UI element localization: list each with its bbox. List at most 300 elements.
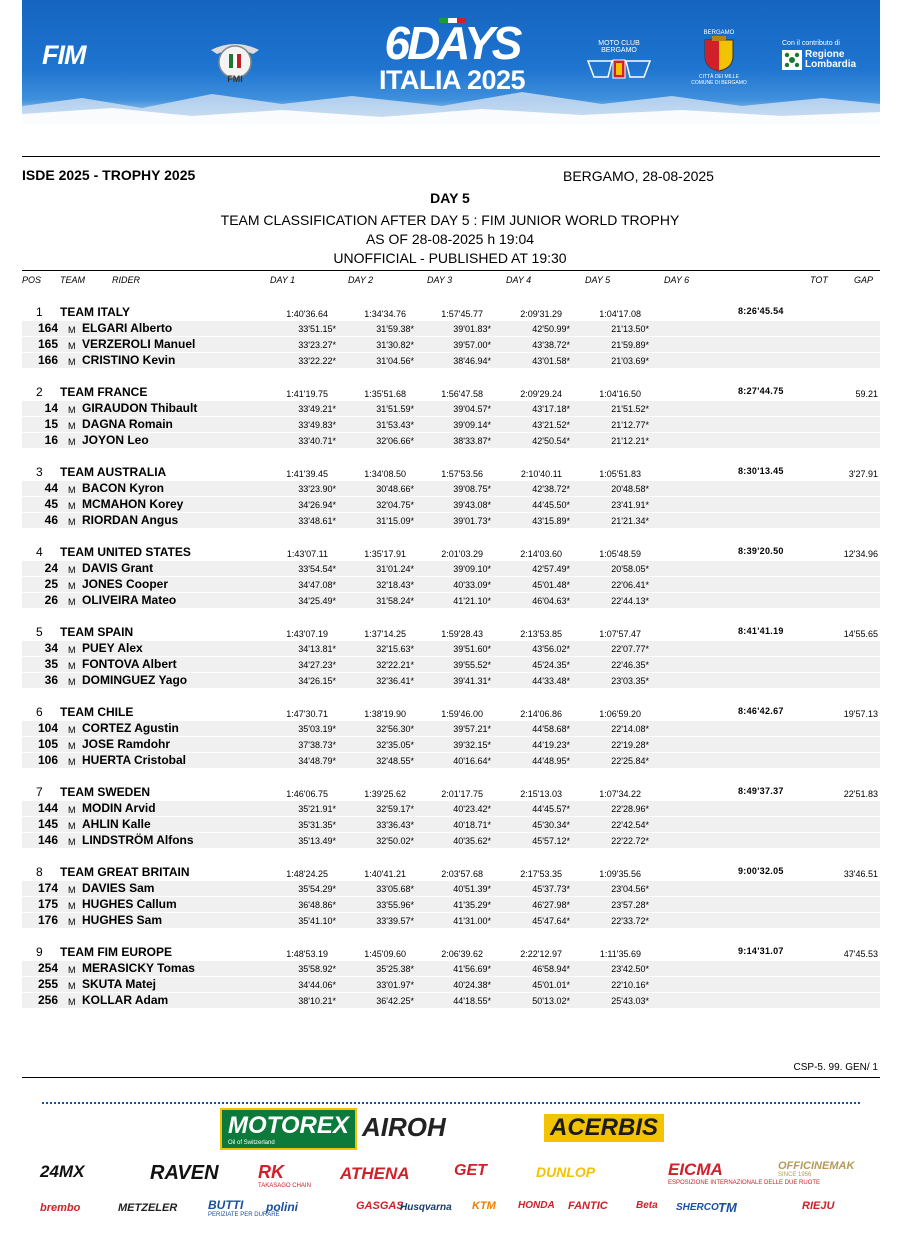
- rider-day-time: 33'22.22*: [298, 356, 336, 366]
- col-pos: POS: [22, 275, 42, 285]
- rider-day-time: 32'22.21*: [376, 660, 414, 670]
- team-day-time: 1:41'19.75: [286, 389, 328, 399]
- rider-name: FONTOVA Albert: [82, 657, 177, 671]
- team-day-time: 2:14'03.60: [520, 549, 562, 559]
- rider-row: [22, 641, 880, 656]
- rider-gender: M: [68, 885, 76, 895]
- rider-day-time: 43'01.58*: [532, 356, 570, 366]
- rider-row: [22, 737, 880, 752]
- rider-number: 166: [37, 353, 58, 367]
- team-gap: 59.21: [855, 389, 878, 399]
- rider-day-time: 20'48.58*: [611, 484, 649, 494]
- rider-row: [22, 417, 880, 432]
- fmi-logo: [207, 32, 263, 88]
- rider-day-time: 23'04.56*: [611, 884, 649, 894]
- rider-name: HUGHES Sam: [82, 913, 163, 927]
- rider-day-time: 45'01.48*: [532, 580, 570, 590]
- rider-day-time: 33'01.97*: [376, 980, 414, 990]
- rider-row: [22, 481, 880, 496]
- sponsor-logo: [362, 1112, 446, 1143]
- team-total: 9:14'31.07: [738, 946, 784, 956]
- sponsor-logo: [676, 1202, 719, 1213]
- rider-day-time: 21'12.77*: [611, 420, 649, 430]
- sponsor-name: FANTIC: [568, 1200, 608, 1212]
- sponsor-logo: [150, 1162, 219, 1185]
- rider-day-time: 34'26.15*: [298, 676, 336, 686]
- rider-name: MODIN Arvid: [82, 801, 156, 815]
- rider-name: OLIVEIRA Mateo: [82, 593, 177, 607]
- rider-day-time: 21'21.34*: [611, 516, 649, 526]
- results-table: [22, 305, 880, 1025]
- team-row: [22, 785, 880, 800]
- sponsor-name: HONDA: [518, 1200, 555, 1211]
- rider-day-time: 33'48.61*: [298, 516, 336, 526]
- rider-number: 174: [37, 881, 58, 895]
- rider-day-time: 45'24.35*: [532, 660, 570, 670]
- rider-gender: M: [68, 901, 76, 911]
- rider-row: [22, 577, 880, 592]
- rider-day-time: 39'01.73*: [453, 516, 491, 526]
- rider-row: [22, 961, 880, 976]
- rider-day-time: 45'30.34*: [532, 820, 570, 830]
- team-day-time: 1:09'35.56: [599, 869, 641, 879]
- rider-day-time: 22'10.16*: [611, 980, 649, 990]
- six-days-title: 6DAYS: [384, 17, 520, 69]
- rider-day-time: 38'46.94*: [453, 356, 491, 366]
- team-day-time: 1:06'59.20: [599, 709, 641, 719]
- rider-number: 34: [44, 641, 58, 655]
- rider-gender: M: [68, 581, 76, 591]
- sponsor-tagline: SINCE 1956: [778, 1172, 812, 1178]
- rider-day-time: 43'21.52*: [532, 420, 570, 430]
- team-day-time: 1:47'30.71: [286, 709, 328, 719]
- team-row: [22, 625, 880, 640]
- rider-day-time: 44'45.57*: [532, 804, 570, 814]
- rider-gender: M: [68, 725, 76, 735]
- rider-day-time: 22'06.41*: [611, 580, 649, 590]
- rider-number: 16: [44, 433, 58, 447]
- team-day-time: 2:14'06.86: [520, 709, 562, 719]
- team-day-time: 1:07'57.47: [599, 629, 641, 639]
- team-day-time: 1:05'48.59: [599, 549, 641, 559]
- rider-day-time: 40'23.42*: [453, 804, 491, 814]
- rider-day-time: 40'35.62*: [453, 836, 491, 846]
- team-day-time: 2:09'31.29: [520, 309, 562, 319]
- rider-row: [22, 321, 880, 336]
- sponsor-name: brembo: [40, 1202, 81, 1214]
- rider-gender: M: [68, 421, 76, 431]
- rider-day-time: 39'51.60*: [453, 644, 491, 654]
- sponsor-name: KTM: [472, 1200, 496, 1212]
- rider-gender: M: [68, 981, 76, 991]
- rider-day-time: 22'42.54*: [611, 820, 649, 830]
- rider-number: 165: [37, 337, 58, 351]
- team-block: [22, 705, 880, 785]
- rider-gender: M: [68, 437, 76, 447]
- rider-day-time: 22'22.72*: [611, 836, 649, 846]
- sponsor-logo: [544, 1114, 664, 1142]
- team-gap: 12'34.96: [843, 549, 878, 559]
- team-block: [22, 385, 880, 465]
- header-banner: [22, 0, 880, 124]
- fim-logo: FIM: [42, 40, 86, 70]
- rider-name: ELGARI Alberto: [82, 321, 173, 335]
- rider-day-time: 44'58.68*: [532, 724, 570, 734]
- rider-name: BACON Kyron: [82, 481, 165, 495]
- team-day-time: 2:13'53.85: [520, 629, 562, 639]
- col-tot: TOT: [810, 275, 828, 285]
- rider-day-time: 35'31.35*: [298, 820, 336, 830]
- sponsor-name: OFFICINEMAK: [778, 1160, 855, 1172]
- rider-name: CORTEZ Agustin: [82, 721, 179, 735]
- rider-day-time: 22'28.96*: [611, 804, 649, 814]
- rider-day-time: 35'03.19*: [298, 724, 336, 734]
- team-day-time: 1:41'39.45: [286, 469, 328, 479]
- rider-name: KOLLAR Adam: [82, 993, 169, 1007]
- rider-gender: M: [68, 837, 76, 847]
- team-row: [22, 465, 880, 480]
- team-total: 8:30'13.45: [738, 466, 784, 476]
- six-days-logo: [352, 18, 552, 94]
- rider-name: HUGHES Callum: [82, 897, 177, 911]
- rider-name: GIRAUDON Thibault: [82, 401, 198, 415]
- rider-day-time: 21'51.52*: [611, 404, 649, 414]
- rider-day-time: 44'19.23*: [532, 740, 570, 750]
- rider-day-time: 39'57.21*: [453, 724, 491, 734]
- rider-day-time: 32'15.63*: [376, 644, 414, 654]
- sponsor-name: 24MX: [40, 1162, 85, 1181]
- team-day-time: 1:37'14.25: [364, 629, 406, 639]
- rider-day-time: 31'59.38*: [376, 324, 414, 334]
- rider-day-time: 39'43.08*: [453, 500, 491, 510]
- rider-gender: M: [68, 565, 76, 575]
- lombardia-line1: Regione: [805, 49, 845, 60]
- team-day-time: 1:56'47.58: [441, 389, 483, 399]
- rider-day-time: 38'33.87*: [453, 436, 491, 446]
- team-day-time: 1:48'24.25: [286, 869, 328, 879]
- team-name: TEAM SPAIN: [60, 625, 134, 639]
- rider-day-time: 31'51.59*: [376, 404, 414, 414]
- team-total: 8:26'45.54: [738, 306, 784, 316]
- col-day3: DAY 3: [427, 275, 453, 285]
- team-row: [22, 305, 880, 320]
- team-position: 4: [36, 545, 43, 559]
- team-day-time: 1:34'08.50: [364, 469, 406, 479]
- team-day-time: 2:22'12.97: [520, 949, 562, 959]
- sponsor-logo: [40, 1202, 80, 1214]
- rider-day-time: 45'47.64*: [532, 916, 570, 926]
- rider-day-time: 40'16.64*: [453, 756, 491, 766]
- team-position: 7: [36, 785, 43, 799]
- rider-day-time: 40'18.71*: [453, 820, 491, 830]
- rider-name: CRISTINO Kevin: [82, 353, 176, 367]
- team-row: [22, 865, 880, 880]
- rider-number: 176: [37, 913, 58, 927]
- team-gap: 3'27.91: [848, 469, 878, 479]
- sponsor-logo: [568, 1200, 608, 1212]
- rider-name: DOMINGUEZ Yago: [82, 673, 188, 687]
- rider-name: SKUTA Matej: [82, 977, 157, 991]
- rider-day-time: 43'38.72*: [532, 340, 570, 350]
- fmi-emblem-icon: [207, 32, 263, 88]
- rider-day-time: 33'05.68*: [376, 884, 414, 894]
- sponsor-tagline: Oil of Switzerland: [228, 1140, 275, 1146]
- rider-day-time: 33'51.15*: [298, 324, 336, 334]
- team-name: TEAM ITALY: [60, 305, 131, 319]
- rider-row: [22, 833, 880, 848]
- rider-row: [22, 753, 880, 768]
- sponsor-logo: [472, 1200, 496, 1212]
- rider-gender: M: [68, 405, 76, 415]
- sponsor-logo: [40, 1162, 84, 1182]
- event-title: ISDE 2025 - TROPHY 2025: [22, 167, 196, 183]
- rider-day-time: 22'07.77*: [611, 644, 649, 654]
- rider-number: 45: [44, 497, 58, 511]
- rider-day-time: 42'50.99*: [532, 324, 570, 334]
- team-block: [22, 865, 880, 945]
- team-day-time: 2:15'13.03: [520, 789, 562, 799]
- team-position: 2: [36, 385, 43, 399]
- team-row: [22, 705, 880, 720]
- rider-number: 105: [37, 737, 58, 751]
- rider-row: [22, 721, 880, 736]
- team-day-time: 2:10'40.11: [520, 469, 562, 479]
- rider-gender: M: [68, 917, 76, 927]
- team-day-time: 1:40'41.21: [364, 869, 406, 879]
- rider-number: 256: [37, 993, 58, 1007]
- sponsor-logo: [718, 1200, 737, 1215]
- rider-name: MERASICKY Tomas: [82, 961, 195, 975]
- rider-day-time: 32'50.02*: [376, 836, 414, 846]
- rider-day-time: 32'04.75*: [376, 500, 414, 510]
- sponsor-logo: [258, 1162, 311, 1189]
- six-days-subtitle: ITALIA 2025: [378, 65, 526, 95]
- rider-day-time: 39'04.57*: [453, 404, 491, 414]
- sponsor-name: TM: [718, 1200, 737, 1215]
- sponsor-name: ATHENA: [340, 1164, 410, 1183]
- team-block: [22, 465, 880, 545]
- bergamo-crest-logo: [690, 30, 748, 86]
- rider-day-time: 42'38.72*: [532, 484, 570, 494]
- rider-row: [22, 353, 880, 368]
- rider-day-time: 32'35.05*: [376, 740, 414, 750]
- rider-number: 25: [44, 577, 58, 591]
- team-day-time: 2:17'53.35: [520, 869, 562, 879]
- sponsor-name: GET: [454, 1162, 487, 1179]
- rider-gender: M: [68, 805, 76, 815]
- sponsor-tagline: ESPOSIZIONE INTERNAZIONALE DELLE DUE RUOTE: [668, 1180, 821, 1186]
- lombardia-logo: [782, 40, 856, 70]
- rider-day-time: 22'33.72*: [611, 916, 649, 926]
- publication-status: UNOFFICIAL - PUBLISHED AT 19:30: [333, 250, 567, 266]
- rider-day-time: 34'26.94*: [298, 500, 336, 510]
- column-header-row: [22, 275, 880, 287]
- rider-day-time: 21'03.69*: [611, 356, 649, 366]
- rider-name: LINDSTRÖM Alfons: [82, 833, 194, 847]
- moto-club-name: MOTO CLUB BERGAMO: [598, 40, 640, 54]
- as-of-line: AS OF 28-08-2025 h 19:04: [365, 231, 535, 247]
- rider-gender: M: [68, 997, 76, 1007]
- team-day-time: 1:48'53.19: [286, 949, 328, 959]
- rider-day-time: 42'57.49*: [532, 564, 570, 574]
- team-block: [22, 305, 880, 385]
- svg-text:FMI: FMI: [227, 74, 243, 84]
- team-position: 5: [36, 625, 43, 639]
- team-day-time: 2:03'57.68: [441, 869, 483, 879]
- rider-day-time: 31'30.82*: [376, 340, 414, 350]
- team-day-time: 2:01'03.29: [441, 549, 483, 559]
- rider-number: 44: [44, 481, 58, 495]
- sponsor-name: ACERBIS: [550, 1114, 659, 1141]
- team-gap: 33'46.51: [843, 869, 878, 879]
- rider-day-time: 40'51.39*: [453, 884, 491, 894]
- rider-day-time: 21'12.21*: [611, 436, 649, 446]
- rider-day-time: 45'37.73*: [532, 884, 570, 894]
- sponsor-logo: [340, 1164, 410, 1184]
- rider-day-time: 32'48.55*: [376, 756, 414, 766]
- rider-gender: M: [68, 821, 76, 831]
- sponsor-name: Beta: [636, 1200, 658, 1211]
- rider-name: DAGNA Romain: [82, 417, 173, 431]
- sponsor-logo: [118, 1202, 177, 1214]
- team-day-time: 1:05'51.83: [599, 469, 641, 479]
- rider-day-time: 35'58.92*: [298, 964, 336, 974]
- team-day-time: 1:45'09.60: [364, 949, 406, 959]
- rider-gender: M: [68, 357, 76, 367]
- rider-day-time: 43'17.18*: [532, 404, 570, 414]
- rider-day-time: 44'48.95*: [532, 756, 570, 766]
- sponsor-logo: [536, 1164, 595, 1180]
- rider-day-time: 41'35.29*: [453, 900, 491, 910]
- team-day-time: 2:09'29.24: [520, 389, 562, 399]
- team-day-time: 1:34'34.76: [364, 309, 406, 319]
- rider-day-time: 32'36.41*: [376, 676, 414, 686]
- team-day-time: 2:06'39.62: [441, 949, 483, 959]
- rider-day-time: 42'50.54*: [532, 436, 570, 446]
- rider-day-time: 33'23.90*: [298, 484, 336, 494]
- team-day-time: 1:57'45.77: [441, 309, 483, 319]
- rider-day-time: 50'13.02*: [532, 996, 570, 1006]
- crest-top-text: BERGAMO: [703, 30, 735, 36]
- team-day-time: 1:11'35.69: [599, 949, 641, 959]
- rider-day-time: 33'39.57*: [376, 916, 414, 926]
- rider-day-time: 21'13.50*: [611, 324, 649, 334]
- team-row: [22, 945, 880, 960]
- rider-number: 144: [37, 801, 58, 815]
- rider-day-time: 23'57.28*: [611, 900, 649, 910]
- team-name: TEAM AUSTRALIA: [60, 465, 167, 479]
- rider-gender: M: [68, 965, 76, 975]
- rider-gender: M: [68, 757, 76, 767]
- team-block: [22, 785, 880, 865]
- moto-club-logo: [580, 40, 658, 81]
- sponsor-logo: [454, 1162, 487, 1180]
- sponsor-logo: [636, 1200, 658, 1211]
- rider-day-time: 39'09.10*: [453, 564, 491, 574]
- rider-name: RIORDAN Angus: [82, 513, 179, 527]
- team-block: [22, 545, 880, 625]
- rider-row: [22, 977, 880, 992]
- rider-name: AHLIN Kalle: [82, 817, 151, 831]
- rider-row: [22, 593, 880, 608]
- rider-number: 164: [37, 321, 58, 335]
- team-total: 8:46'42.67: [738, 706, 784, 716]
- team-gap: 19'57.13: [843, 709, 878, 719]
- rider-day-time: 39'55.52*: [453, 660, 491, 670]
- rider-day-time: 31'15.09*: [376, 516, 414, 526]
- rider-row: [22, 801, 880, 816]
- rider-day-time: 33'40.71*: [298, 436, 336, 446]
- sponsor-name: MOTOREX: [228, 1112, 349, 1139]
- document-code: CSP-5. 99. GEN/ 1: [793, 1062, 878, 1073]
- rider-day-time: 35'13.49*: [298, 836, 336, 846]
- rider-name: JONES Cooper: [82, 577, 169, 591]
- rider-day-time: 37'38.73*: [298, 740, 336, 750]
- rider-row: [22, 913, 880, 928]
- rider-number: 24: [44, 561, 58, 575]
- rider-day-time: 33'54.54*: [298, 564, 336, 574]
- rider-row: [22, 881, 880, 896]
- rider-day-time: 31'58.24*: [376, 596, 414, 606]
- rider-gender: M: [68, 485, 76, 495]
- sponsor-divider: [42, 1102, 860, 1104]
- rider-number: 254: [37, 961, 58, 975]
- rider-day-time: 39'57.00*: [453, 340, 491, 350]
- team-day-time: 1:40'36.64: [286, 309, 328, 319]
- rider-row: [22, 561, 880, 576]
- rider-day-time: 46'04.63*: [532, 596, 570, 606]
- col-day6: DAY 6: [664, 275, 690, 285]
- rider-gender: M: [68, 597, 76, 607]
- rider-number: 255: [37, 977, 58, 991]
- rider-row: [22, 513, 880, 528]
- team-total: 8:49'37.37: [738, 786, 784, 796]
- rider-day-time: 34'27.23*: [298, 660, 336, 670]
- rider-number: 26: [44, 593, 58, 607]
- place-date: BERGAMO, 28-08-2025: [563, 168, 714, 184]
- sponsor-logo: [802, 1200, 834, 1212]
- team-day-time: 1:46'06.75: [286, 789, 328, 799]
- rider-gender: M: [68, 677, 76, 687]
- rider-day-time: 41'21.10*: [453, 596, 491, 606]
- rider-number: 14: [44, 401, 58, 415]
- team-day-time: 1:35'17.91: [364, 549, 406, 559]
- team-name: TEAM FRANCE: [60, 385, 148, 399]
- team-name: TEAM CHILE: [60, 705, 134, 719]
- rider-day-time: 41'56.69*: [453, 964, 491, 974]
- lombardia-caption: Con il contributo di: [782, 40, 840, 47]
- rider-number: 36: [44, 673, 58, 687]
- rider-number: 104: [37, 721, 58, 735]
- sponsor-name: RK: [258, 1162, 284, 1182]
- rider-gender: M: [68, 645, 76, 655]
- rider-number: 146: [37, 833, 58, 847]
- rider-day-time: 23'42.50*: [611, 964, 649, 974]
- team-day-time: 1:57'53.56: [441, 469, 483, 479]
- col-day5: DAY 5: [585, 275, 611, 285]
- team-day-time: 1:59'46.00: [441, 709, 483, 719]
- team-day-time: 1:43'07.11: [286, 549, 328, 559]
- sponsor-tagline: TAKASAGO CHAIN: [258, 1183, 311, 1189]
- team-position: 3: [36, 465, 43, 479]
- rider-day-time: 39'01.83*: [453, 324, 491, 334]
- team-total: 8:27'44.75: [738, 386, 784, 396]
- rider-day-time: 22'19.28*: [611, 740, 649, 750]
- sponsor-logo: [778, 1160, 854, 1178]
- rider-row: [22, 897, 880, 912]
- rider-day-time: 22'14.08*: [611, 724, 649, 734]
- classification-title: TEAM CLASSIFICATION AFTER DAY 5 : FIM JUNIOR WORLD TROPHY: [220, 212, 680, 228]
